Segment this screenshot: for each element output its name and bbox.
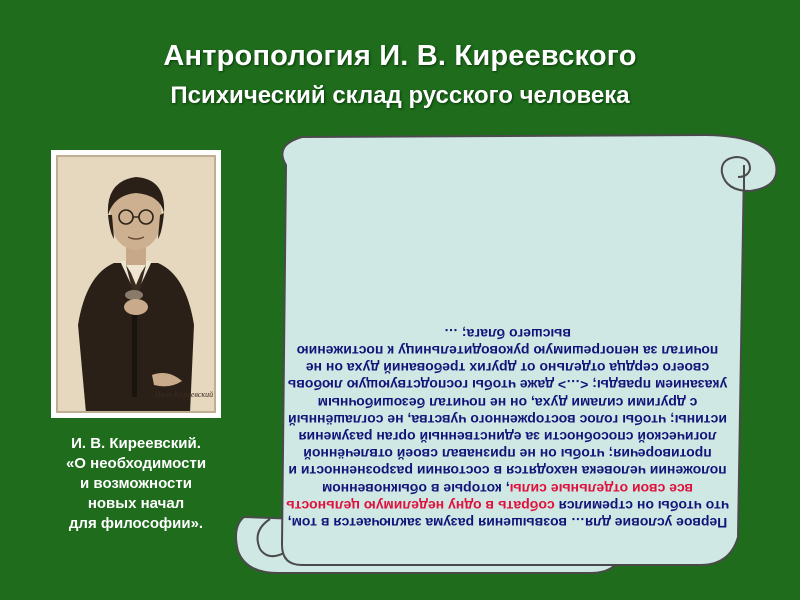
portrait-image <box>56 155 216 413</box>
quote-highlight: собрать в одну неделимую цельность все свои отдельные силы <box>285 480 694 514</box>
slide-title: Антропология И. В. Киреевского <box>163 40 637 72</box>
quote-text: , которые в обыкновенном положении человека находятся в состоянии разрозненности и противоречия; чтобы он не признавал своей отвлечённой логической способности за единственный орган разумения истины; чтобы голос восторженного чувства, не соглашённый с другими силами духа, он не почитал безошибочным указанием правды; <…> даже чтобы господствующую любовь своего сердца отдельно от других требований духа он не почитал за непогрешимую руководительницу к постижению высшего блага; … <box>287 325 728 497</box>
caption-line: И. В. Киреевский. <box>71 435 201 452</box>
quote-text: Первое условие для… возвышения разума заключается в том, что чтобы он стремился <box>287 497 730 531</box>
portrait-signature: Иван Киреевский <box>154 390 214 399</box>
caption-line: для философии». <box>68 515 204 532</box>
caption-line: и возможности <box>80 475 192 492</box>
caption-line: новых начал <box>87 495 185 512</box>
slide-subtitle: Психический склад русского человека <box>170 82 630 109</box>
portrait-frame <box>51 150 221 418</box>
portrait-caption <box>20 434 252 534</box>
caption-line: «О необходимости <box>65 455 207 472</box>
scroll-quote <box>285 160 730 535</box>
